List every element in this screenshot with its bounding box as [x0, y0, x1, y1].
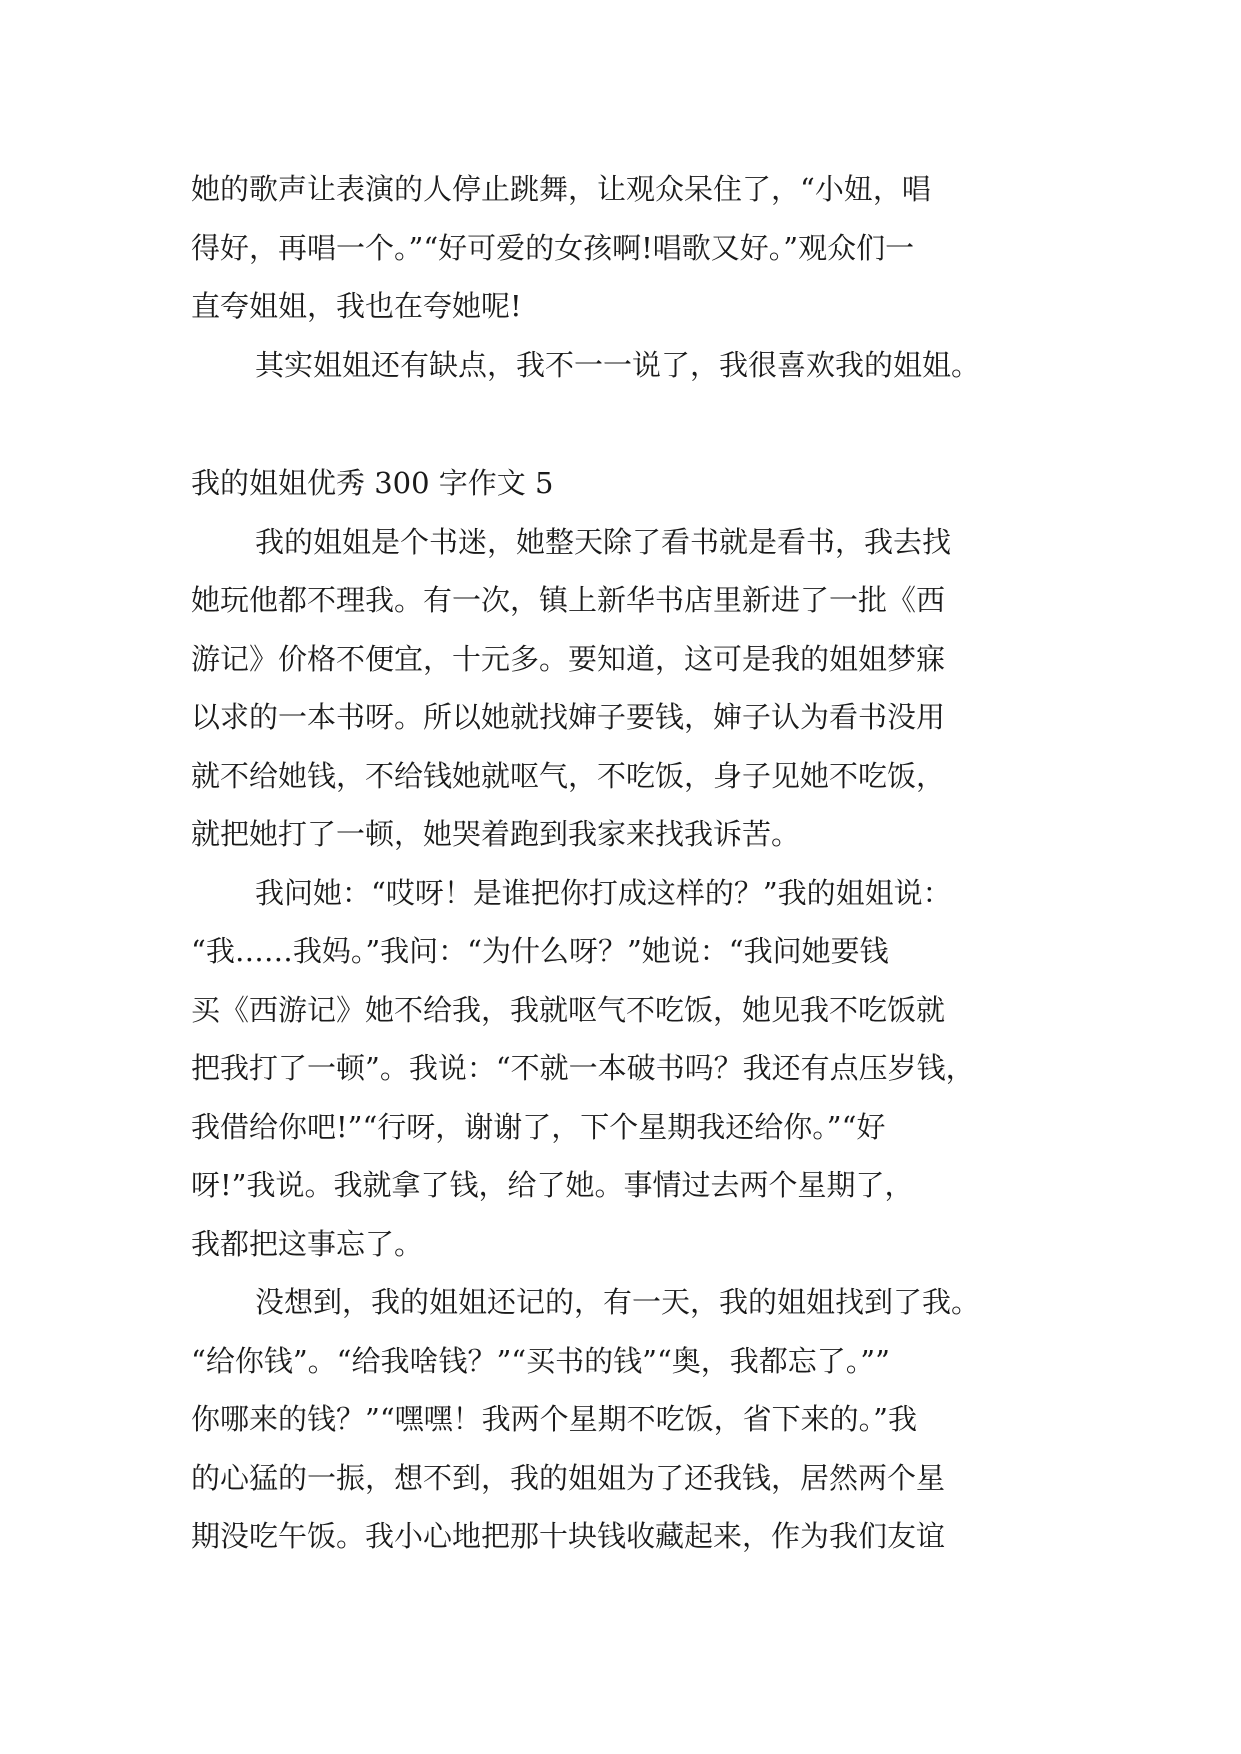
text-line: “给你钱”。“给我啥钱？”“买书的钱”“奥，我都忘了。”” [191, 1343, 890, 1378]
text-line: 以求的一本书呀。所以她就找婶子要钱，婶子认为看书没用 [191, 700, 946, 734]
text-line: 其实姐姐还有缺点，我不一一说了，我很喜欢我的姐姐。 [255, 347, 981, 382]
heading-text: 我的姐姐优秀 300 字作文 5 [191, 466, 554, 500]
text-line: 呀!”我说。我就拿了钱，给了她。事情过去两个星期了， [191, 1168, 914, 1202]
text-line: 的心猛的一振，想不到，我的姐姐为了还我钱，居然两个星 [191, 1460, 946, 1495]
section-heading [191, 454, 1071, 513]
text-line: 你哪来的钱？”“嘿嘿！我两个星期不吃饭，省下来的。”我 [191, 1402, 917, 1436]
document-body [191, 160, 1071, 1566]
text-line: 没想到，我的姐姐还记的，有一天，我的姐姐找到了我。 [255, 1285, 981, 1319]
text-line: 她玩他都不理我。有一次，镇上新华书店里新进了一批《西 [191, 583, 946, 617]
text-line: 得好，再唱一个。”“好可爱的女孩啊!唱歌又好。”观众们一 [191, 230, 915, 265]
text-line: 直夸姐姐，我也在夸她呢! [191, 289, 522, 323]
paragraph-5 [191, 1273, 1071, 1566]
text-line: 我的姐姐是个书迷，她整天除了看书就是看书，我去找 [255, 524, 952, 559]
text-line: “我……我妈。”我问：“为什么呀？”她说：“我问她要钱 [191, 934, 889, 968]
paragraph-4 [191, 864, 1071, 1274]
text-line: 她的歌声让表演的人停止跳舞，让观众呆住了，“小妞，唱 [191, 172, 931, 206]
text-line: 期没吃午饭。我小心地把那十块钱收藏起来，作为我们友谊 [191, 1519, 946, 1553]
text-line: 我问她：“哎呀！是谁把你打成这样的？”我的姐姐说： [255, 875, 952, 910]
paragraph-3 [191, 513, 1071, 864]
paragraph-2 [191, 336, 1071, 395]
paragraph-1 [191, 160, 1071, 336]
text-line: 我借给你吧!”“行呀，谢谢了，下个星期我还给你。”“好 [191, 1109, 886, 1144]
text-line: 就把她打了一顿，她哭着跑到我家来找我诉苦。 [191, 817, 801, 851]
text-line: 买《西游记》她不给我，我就呕气不吃饭，她见我不吃饭就 [191, 992, 946, 1027]
text-line: 就不给她钱，不给钱她就呕气，不吃饭，身子见她不吃饭， [191, 758, 946, 793]
text-line: 我都把这事忘了。 [191, 1226, 424, 1261]
text-line: 把我打了一顿”。我说：“不就一本破书吗？我还有点压岁钱， [191, 1051, 975, 1085]
text-line: 游记》价格不便宜，十元多。要知道，这可是我的姐姐梦寐 [191, 641, 946, 676]
